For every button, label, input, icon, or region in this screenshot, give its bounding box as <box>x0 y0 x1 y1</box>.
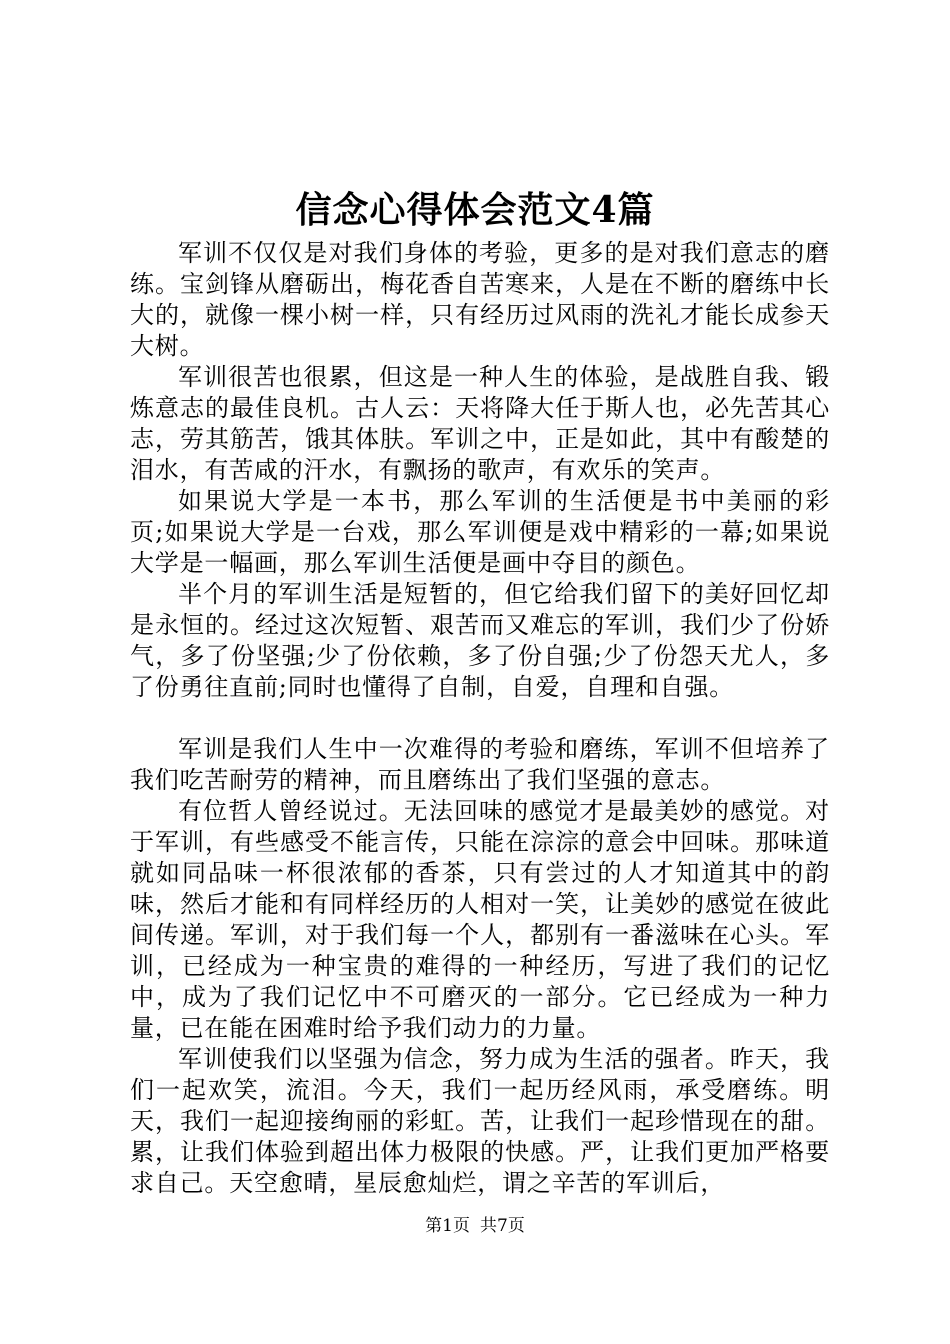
paragraph-1: 军训不仅仅是对我们身体的考验，更多的是对我们意志的磨练。宝剑锋从磨砺出，梅花香自苦寒来，人是在不断的磨练中长大的，就像一棵小树一样，只有经历过风雨的洗礼才能长成参天大树。 <box>130 239 830 360</box>
paragraph-3: 如果说大学是一本书，那么军训的生活便是书中美丽的彩页;如果说大学是一台戏，那么军训便是戏中精彩的一幕;如果说大学是一幅画，那么军训生活便是画中夺目的颜色。 <box>130 487 830 577</box>
paragraph-4: 半个月的军训生活是短暂的，但它给我们留下的美好回忆却是永恒的。经过这次短暂、艰苦而又难忘的军训，我们少了份娇气，多了份坚强;少了份依赖，多了份自强;少了份怨天尤人，多了份勇往直前;同时也懂得了自制，自爱，自理和自强。 <box>130 580 830 701</box>
paragraph-7: 军训使我们以坚强为信念，努力成为生活的强者。昨天，我们一起欢笑，流泪。今天，我们一起历经风雨，承受磨练。明天，我们一起迎接绚丽的彩虹。苦，让我们一起珍惜现在的甜。累，让我们体验到超出体力极限的快感。严，让我们更加严格要求自己。天空愈晴，星辰愈灿烂，谓之辛苦的军训后， <box>130 1045 830 1197</box>
paragraph-6: 有位哲人曾经说过。无法回味的感觉才是最美妙的感觉。对于军训，有些感受不能言传，只能在淙淙的意会中回味。那味道就如同品味一杯很浓郁的香茶，只有尝过的人才知道其中的韵味，然后才能和有同样经历的人相对一笑，让美妙的感觉在彼此间传递。军训，对于我们每一个人，都别有一番滋味在心头。军训，已经成为一种宝贵的难得的一种经历，写进了我们的记忆中，成为了我们记忆中不可磨灭的一部分。它已经成为一种力量，已在能在困难时给予我们动力的力量。 <box>130 797 830 1042</box>
page-number: 第1页 <box>425 1216 470 1236</box>
page-footer <box>0 1214 950 1238</box>
document-body <box>130 238 830 1199</box>
section-break <box>130 703 830 734</box>
page-total: 共7页 <box>480 1216 525 1236</box>
document-title: 信念心得体会范文4篇 <box>295 189 655 231</box>
paragraph-2: 军训很苦也很累，但这是一种人生的体验，是战胜自我、锻炼意志的最佳良机。古人云：天将降大任于斯人也，必先苦其心志，劳其筋苦，饿其体肤。军训之中，正是如此，其中有酸楚的泪水，有苦咸的汗水，有飘扬的歌声，有欢乐的笑声。 <box>130 363 830 484</box>
paragraph-5: 军训是我们人生中一次难得的考验和磨练，军训不但培养了我们吃苦耐劳的精神，而且磨练出了我们坚强的意志。 <box>130 735 830 794</box>
